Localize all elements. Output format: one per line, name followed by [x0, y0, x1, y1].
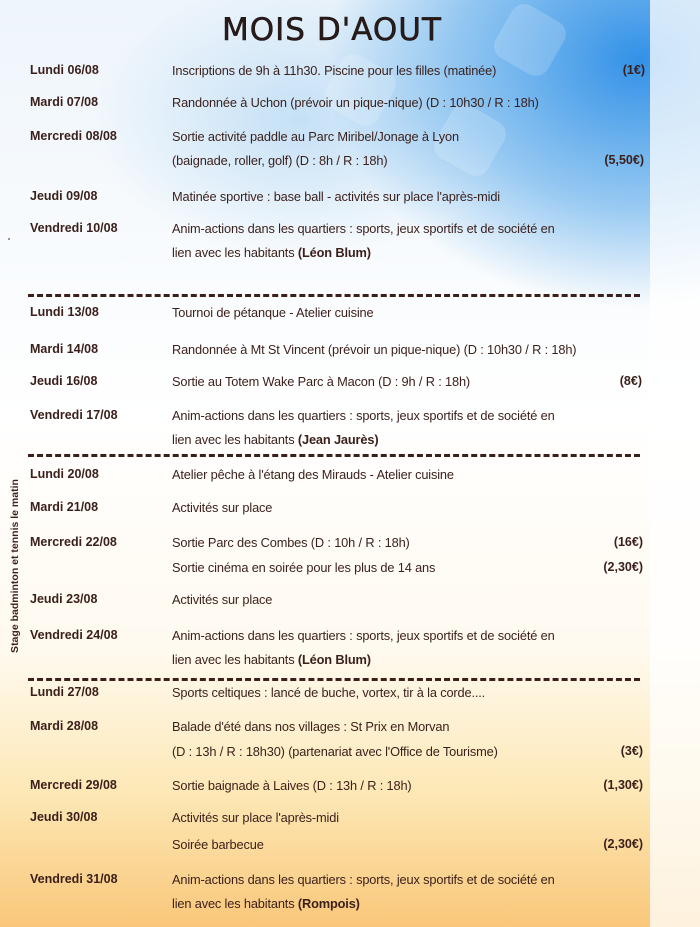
activity-text: lien avec les habitants — [172, 652, 298, 667]
activity-text: Anim-actions dans les quartiers : sports, jeux sportifs et de société en — [172, 408, 555, 423]
activity-description — [172, 685, 485, 700]
neighborhood-name: (Jean Jaurès) — [297, 432, 379, 447]
price-label: (1€) — [622, 63, 645, 77]
day-label: Mercredi 22/08 — [30, 535, 117, 549]
day-label: Vendredi 10/08 — [30, 221, 118, 235]
price-label: (2,30€) — [603, 837, 643, 851]
neighborhood-name: (Rompois) — [297, 896, 360, 911]
activity-text: Randonnée à Mt St Vincent (prévoir un pique-nique) (D : 10h30 / R : 18h) — [172, 342, 577, 357]
activity-text: Sortie au Totem Wake Parc à Macon (D : 9h / R : 18h) — [172, 374, 471, 389]
day-label: Lundi 20/08 — [30, 467, 99, 481]
price-label: (8€) — [619, 374, 642, 388]
activity-description — [172, 837, 264, 852]
price-label: (5,50€) — [604, 153, 644, 167]
day-label: Mardi 28/08 — [30, 719, 99, 733]
activity-description — [172, 153, 387, 168]
activity-text: Anim-actions dans les quartiers : sports, jeux sportifs et de société en — [172, 872, 555, 887]
activity-description — [172, 592, 272, 607]
background-hexagon — [489, 0, 571, 81]
activity-text: (baignade, roller, golf) (D : 8h / R : 18h) — [172, 153, 388, 168]
day-label: Vendredi 31/08 — [30, 872, 118, 886]
day-label: Jeudi 16/08 — [30, 374, 98, 388]
activity-text: Balade d'été dans nos villages : St Prix en Morvan — [172, 719, 450, 734]
day-label: Vendredi 17/08 — [30, 408, 118, 422]
activity-text: Sortie baignade à Laives (D : 13h / R : 18h) — [172, 778, 412, 793]
activity-text: Sortie Parc des Combes (D : 10h / R : 18h) — [172, 535, 410, 550]
activity-description — [172, 129, 459, 144]
activity-description — [172, 408, 555, 423]
activity-text: Soirée barbecue — [172, 837, 264, 852]
day-label: Mercredi 08/08 — [30, 129, 117, 143]
activity-description — [172, 305, 373, 320]
activity-description — [172, 374, 470, 389]
activity-description — [172, 560, 435, 575]
activity-text: Activités sur place — [172, 500, 273, 515]
side-note: Stage badminton et tennis le matin — [9, 479, 21, 653]
day-label: Vendredi 24/08 — [30, 628, 118, 642]
activity-description — [172, 744, 498, 759]
activity-description — [172, 63, 496, 78]
activity-text: Randonnée à Uchon (prévoir un pique-nique) (D : 10h30 / R : 18h) — [172, 95, 539, 110]
activity-text: Sortie activité paddle au Parc Miribel/Jonage à Lyon — [172, 129, 459, 144]
activity-description — [172, 432, 378, 447]
activity-text: Atelier pêche à l'étang des Mirauds - Atelier cuisine — [172, 467, 454, 482]
day-label: Jeudi 23/08 — [30, 592, 98, 606]
week-divider — [28, 454, 640, 457]
price-label: (2,30€) — [603, 560, 643, 574]
activity-description — [172, 245, 371, 260]
day-label: Mardi 07/08 — [30, 95, 99, 109]
day-label: Jeudi 09/08 — [30, 189, 98, 203]
page-edge — [650, 0, 700, 927]
activity-description — [172, 628, 555, 643]
activity-text: Sortie cinéma en soirée pour les plus de 14 ans — [172, 560, 436, 575]
activity-text: Tournoi de pétanque - Atelier cuisine — [172, 305, 374, 320]
activity-text: Anim-actions dans les quartiers : sports, jeux sportifs et de société en — [172, 628, 555, 643]
day-label: Lundi 13/08 — [30, 305, 99, 319]
activity-description — [172, 342, 576, 357]
activity-text: Activités sur place l'après-midi — [172, 810, 339, 825]
activity-description — [172, 652, 371, 667]
activity-description — [172, 719, 449, 734]
activity-description — [172, 535, 410, 550]
activity-text: Anim-actions dans les quartiers : sports, jeux sportifs et de société en — [172, 221, 555, 236]
activity-text: Sports celtiques : lancé de buche, vortex, tir à la corde.... — [172, 685, 486, 700]
activity-text: Activités sur place — [172, 592, 273, 607]
day-label: Mercredi 29/08 — [30, 778, 117, 792]
activity-description — [172, 221, 555, 236]
day-label: Lundi 27/08 — [30, 685, 99, 699]
activity-description — [172, 872, 555, 887]
activity-description — [172, 95, 539, 110]
activity-description — [172, 467, 454, 482]
activity-description — [172, 500, 272, 515]
activity-text: lien avec les habitants — [172, 896, 298, 911]
activity-text: (D : 13h / R : 18h30) (partenariat avec l'Office de Tourisme) — [172, 744, 498, 759]
neighborhood-name: (Léon Blum) — [297, 245, 371, 260]
day-label: Mardi 14/08 — [30, 342, 99, 356]
price-label: (3€) — [620, 744, 643, 758]
activity-description — [172, 189, 500, 204]
price-label: (1,30€) — [603, 778, 643, 792]
activity-description — [172, 810, 339, 825]
speck — [8, 238, 10, 240]
activity-text: lien avec les habitants — [172, 245, 298, 260]
activity-text: Inscriptions de 9h à 11h30. Piscine pour les filles (matinée) — [172, 63, 497, 78]
page-title: MOIS D'AOUT — [222, 12, 442, 48]
day-label: Lundi 06/08 — [30, 63, 99, 77]
activity-description — [172, 896, 360, 911]
week-divider — [28, 678, 640, 681]
day-label: Mardi 21/08 — [30, 500, 99, 514]
week-divider — [28, 294, 640, 297]
background-hexagon — [319, 49, 401, 131]
activity-description — [172, 778, 412, 793]
day-label: Jeudi 30/08 — [30, 810, 98, 824]
activity-text: Matinée sportive : base ball - activités sur place l'après-midi — [172, 189, 500, 204]
neighborhood-name: (Léon Blum) — [297, 652, 371, 667]
price-label: (16€) — [613, 535, 643, 549]
activity-text: lien avec les habitants — [172, 432, 298, 447]
